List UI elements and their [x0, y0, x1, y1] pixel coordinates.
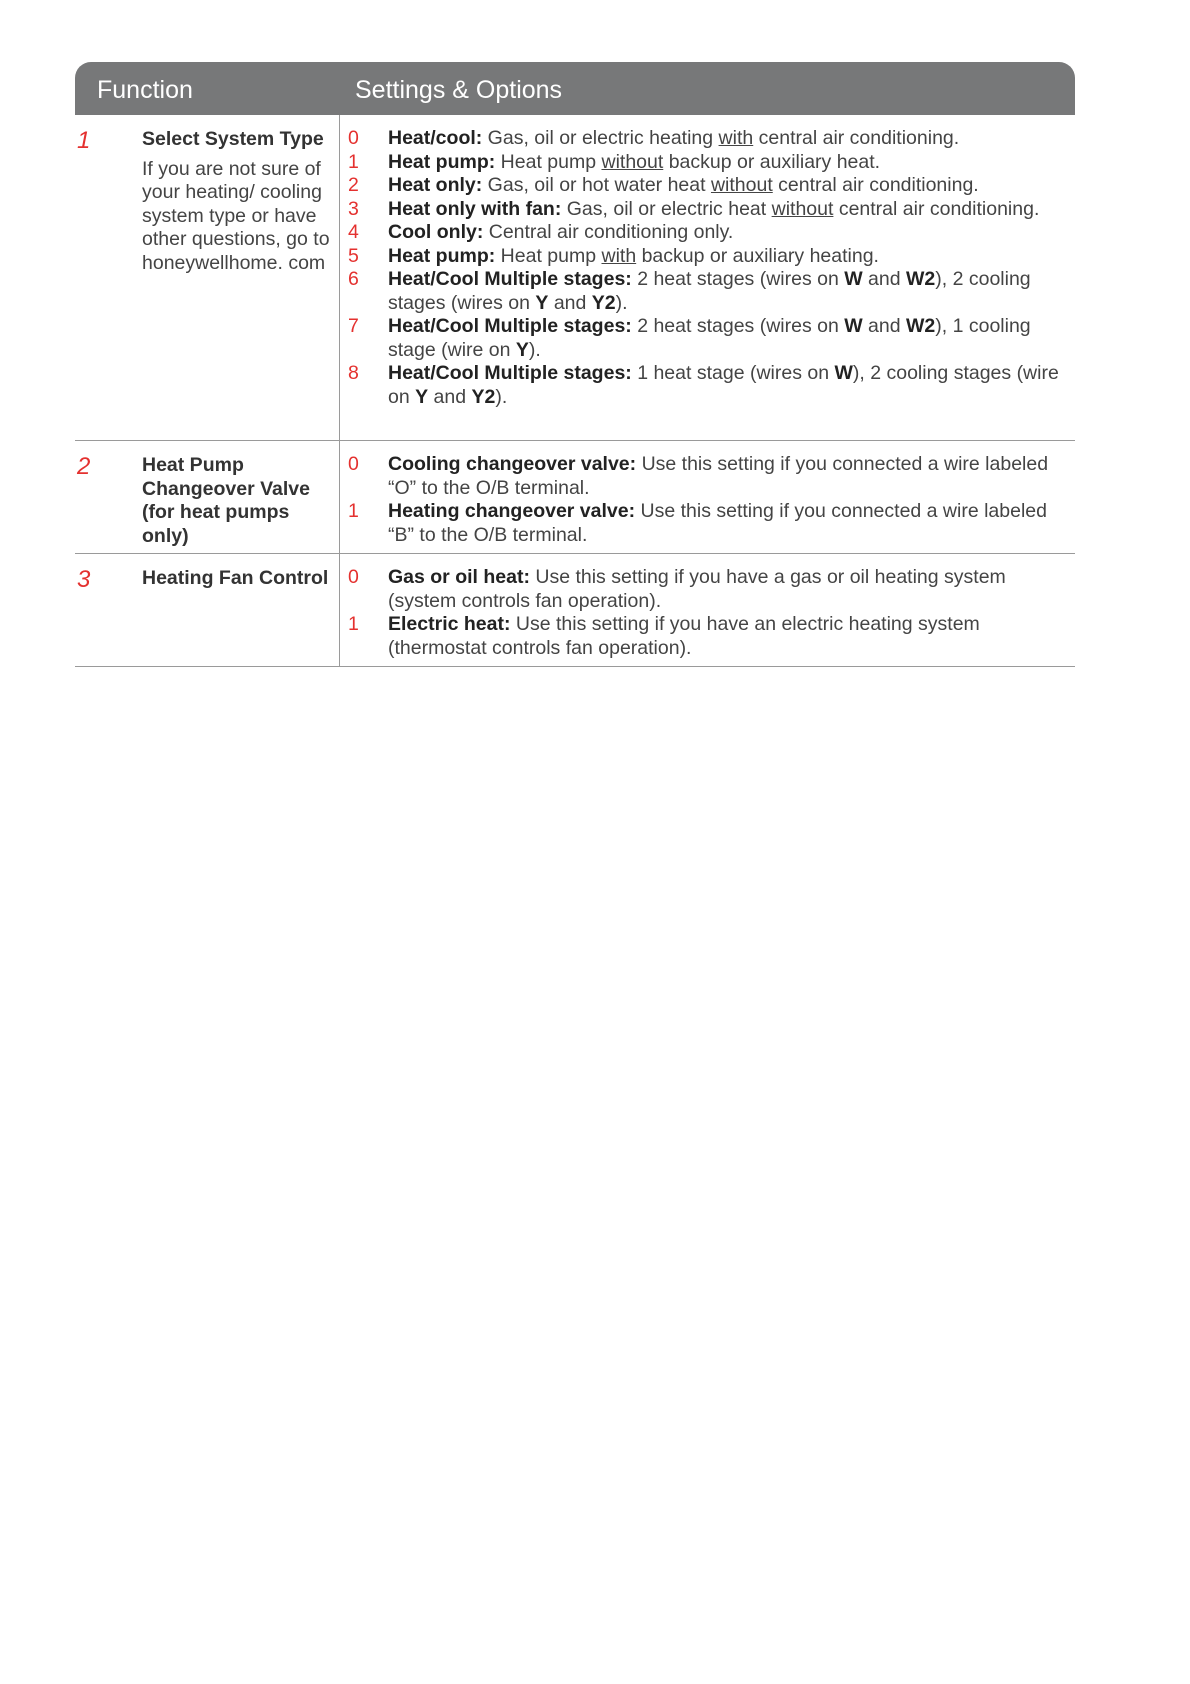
- table-row: [75, 115, 1075, 441]
- table-row: [75, 441, 1075, 554]
- function-cell: [142, 441, 340, 553]
- table-row: [75, 554, 1075, 667]
- option-value: 1: [348, 500, 359, 522]
- header-settings-options: Settings & Options: [355, 76, 563, 104]
- options-cell: [340, 441, 1075, 553]
- option-item: [348, 221, 1075, 245]
- option-description: Cool only: Central air conditioning only.: [388, 221, 734, 243]
- option-item: [348, 198, 1075, 222]
- option-value: 0: [348, 453, 359, 475]
- function-title: Heating Fan Control: [142, 567, 329, 589]
- option-description: Heat pump: Heat pump with backup or auxiliary heating.: [388, 244, 879, 267]
- option-item: [348, 453, 1075, 500]
- option-item: [348, 500, 1075, 547]
- option-description: Gas or oil heat: Use this setting if you have a gas or oil heating system (system controls fan operation).: [388, 566, 1006, 612]
- option-item: [348, 566, 1075, 613]
- option-value: 4: [348, 221, 359, 243]
- option-description: Heat/Cool Multiple stages: 1 heat stage (wires on W), 2 cooling stages (wire on Y and Y2).: [388, 362, 1059, 408]
- option-value: 6: [348, 268, 359, 290]
- function-number: 3: [77, 566, 91, 593]
- option-item: [348, 245, 1075, 269]
- function-number: 2: [77, 453, 91, 480]
- function-title: Heat Pump Changeover Valve (for heat pumps only): [142, 454, 310, 547]
- options-cell: [340, 554, 1075, 666]
- option-value: 2: [348, 174, 359, 196]
- option-item: [348, 174, 1075, 198]
- function-cell: [142, 115, 340, 440]
- option-value: 1: [348, 613, 359, 635]
- option-description: Heat only: Gas, oil or hot water heat without central air conditioning.: [388, 174, 979, 196]
- option-item: [348, 362, 1075, 409]
- option-value: 0: [348, 566, 359, 588]
- option-description: Electric heat: Use this setting if you have an electric heating system (thermostat controls fan operation).: [388, 613, 980, 659]
- option-item: [348, 268, 1075, 315]
- option-description: Heat/Cool Multiple stages: 2 heat stages (wires on W and W2), 2 cooling stages (wires on Y and Y2).: [388, 268, 1031, 314]
- option-description: Heat/Cool Multiple stages: 2 heat stages (wires on W and W2), 1 cooling stage (wire on Y).: [388, 315, 1031, 361]
- option-item: [348, 315, 1075, 362]
- option-description: Heat pump: Heat pump without backup or auxiliary heat.: [388, 150, 881, 173]
- option-description: Heating changeover valve: Use this setting if you connected a wire labeled “B” to the O/B terminal.: [388, 500, 1047, 546]
- option-value: 5: [348, 244, 359, 267]
- function-number: 1: [77, 127, 91, 154]
- option-value: 8: [348, 362, 359, 384]
- options-cell: [340, 115, 1075, 440]
- option-description: Cooling changeover valve: Use this setting if you connected a wire labeled “O” to the O/B terminal.: [388, 453, 1049, 499]
- function-description: If you are not sure of your heating/ cooling system type or have other questions, go to honeywellhome. com: [142, 157, 330, 274]
- option-item: [348, 127, 1075, 151]
- option-value: 0: [348, 127, 359, 149]
- header-function: Function: [97, 76, 193, 104]
- option-value: 1: [348, 150, 359, 173]
- option-item: [348, 613, 1075, 660]
- option-item: [348, 151, 1075, 175]
- settings-table: [75, 62, 1075, 667]
- option-description: Heat only with fan: Gas, oil or electric heat without central air conditioning.: [388, 197, 1040, 220]
- table-header: [75, 62, 1075, 115]
- option-value: 7: [348, 315, 359, 337]
- option-value: 3: [348, 197, 359, 220]
- function-cell: [142, 554, 340, 666]
- function-title: Select System Type: [142, 128, 324, 150]
- option-description: Heat/cool: Gas, oil or electric heating with central air conditioning.: [388, 127, 960, 149]
